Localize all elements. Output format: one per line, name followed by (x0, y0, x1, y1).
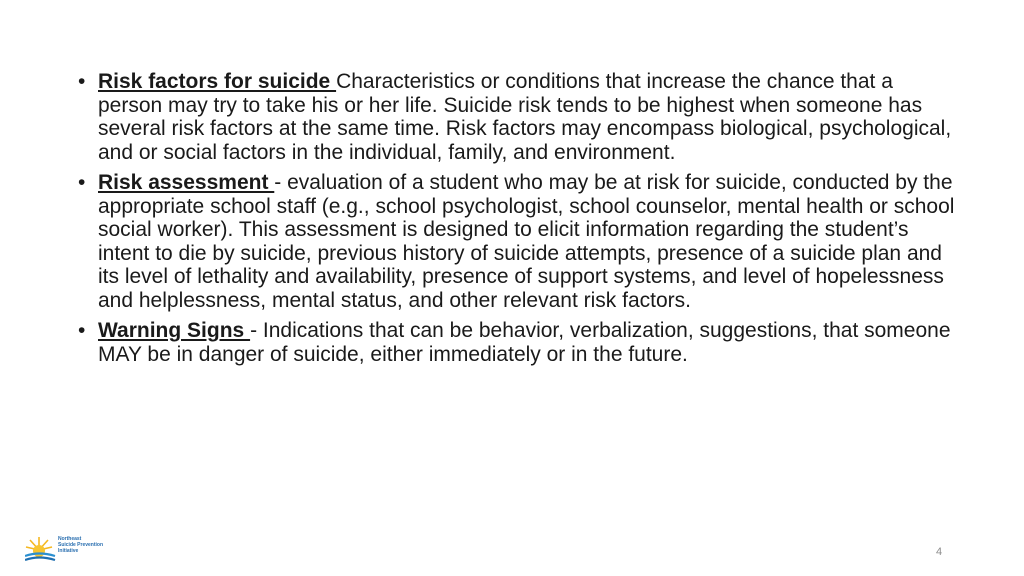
page-number: 4 (936, 546, 943, 558)
logo-line-2: Suicide Prevention (58, 542, 104, 548)
logo-text (58, 536, 103, 554)
term-risk-assessment: Risk assessment (98, 171, 275, 194)
definition-risk-factors: Characteristics or conditions that increase the chance that a person may try to take his or her life. Suicide risk tends to be highest when someone has several risk factors at the same time. Risk factors may encompass biological, psychological, and or social factors in the individual, family, and environment. (98, 70, 952, 164)
slide-body (78, 70, 958, 373)
sun-icon (33, 545, 45, 557)
definition-warning-signs: - Indications that can be behavior, verbalization, suggestions, that someone MAY be in danger of suicide, either immediately or in the future. (98, 319, 951, 366)
bullet-dot: • (78, 70, 86, 93)
bullet-dot: • (78, 171, 86, 194)
term-warning-signs: Warning Signs (98, 319, 251, 342)
bullet-risk-factors (78, 70, 958, 164)
logo-line-3: Initiative (58, 548, 79, 554)
logo-line-1: Northeast (58, 536, 82, 542)
term-risk-factors: Risk factors for suicide (98, 70, 337, 93)
bullet-dot: • (78, 319, 86, 342)
bullet-warning-signs (78, 319, 958, 366)
bullet-risk-assessment (78, 171, 958, 312)
wave-icon (25, 558, 55, 561)
bullet-list (78, 70, 958, 366)
definition-risk-assessment: - evaluation of a student who may be at risk for suicide, conducted by the appropriate school staff (e.g., school psychologist, school counselor, mental health or school social worker). This assessment is designed to elicit information regarding the student’s intent to die by suicide, previous history of suicide attempts, presence of a suicide plan and its level of lethality and availability, presence of support systems, and level of hopelessness and helplessness, mental status, and other relevant risk factors. (98, 171, 955, 312)
